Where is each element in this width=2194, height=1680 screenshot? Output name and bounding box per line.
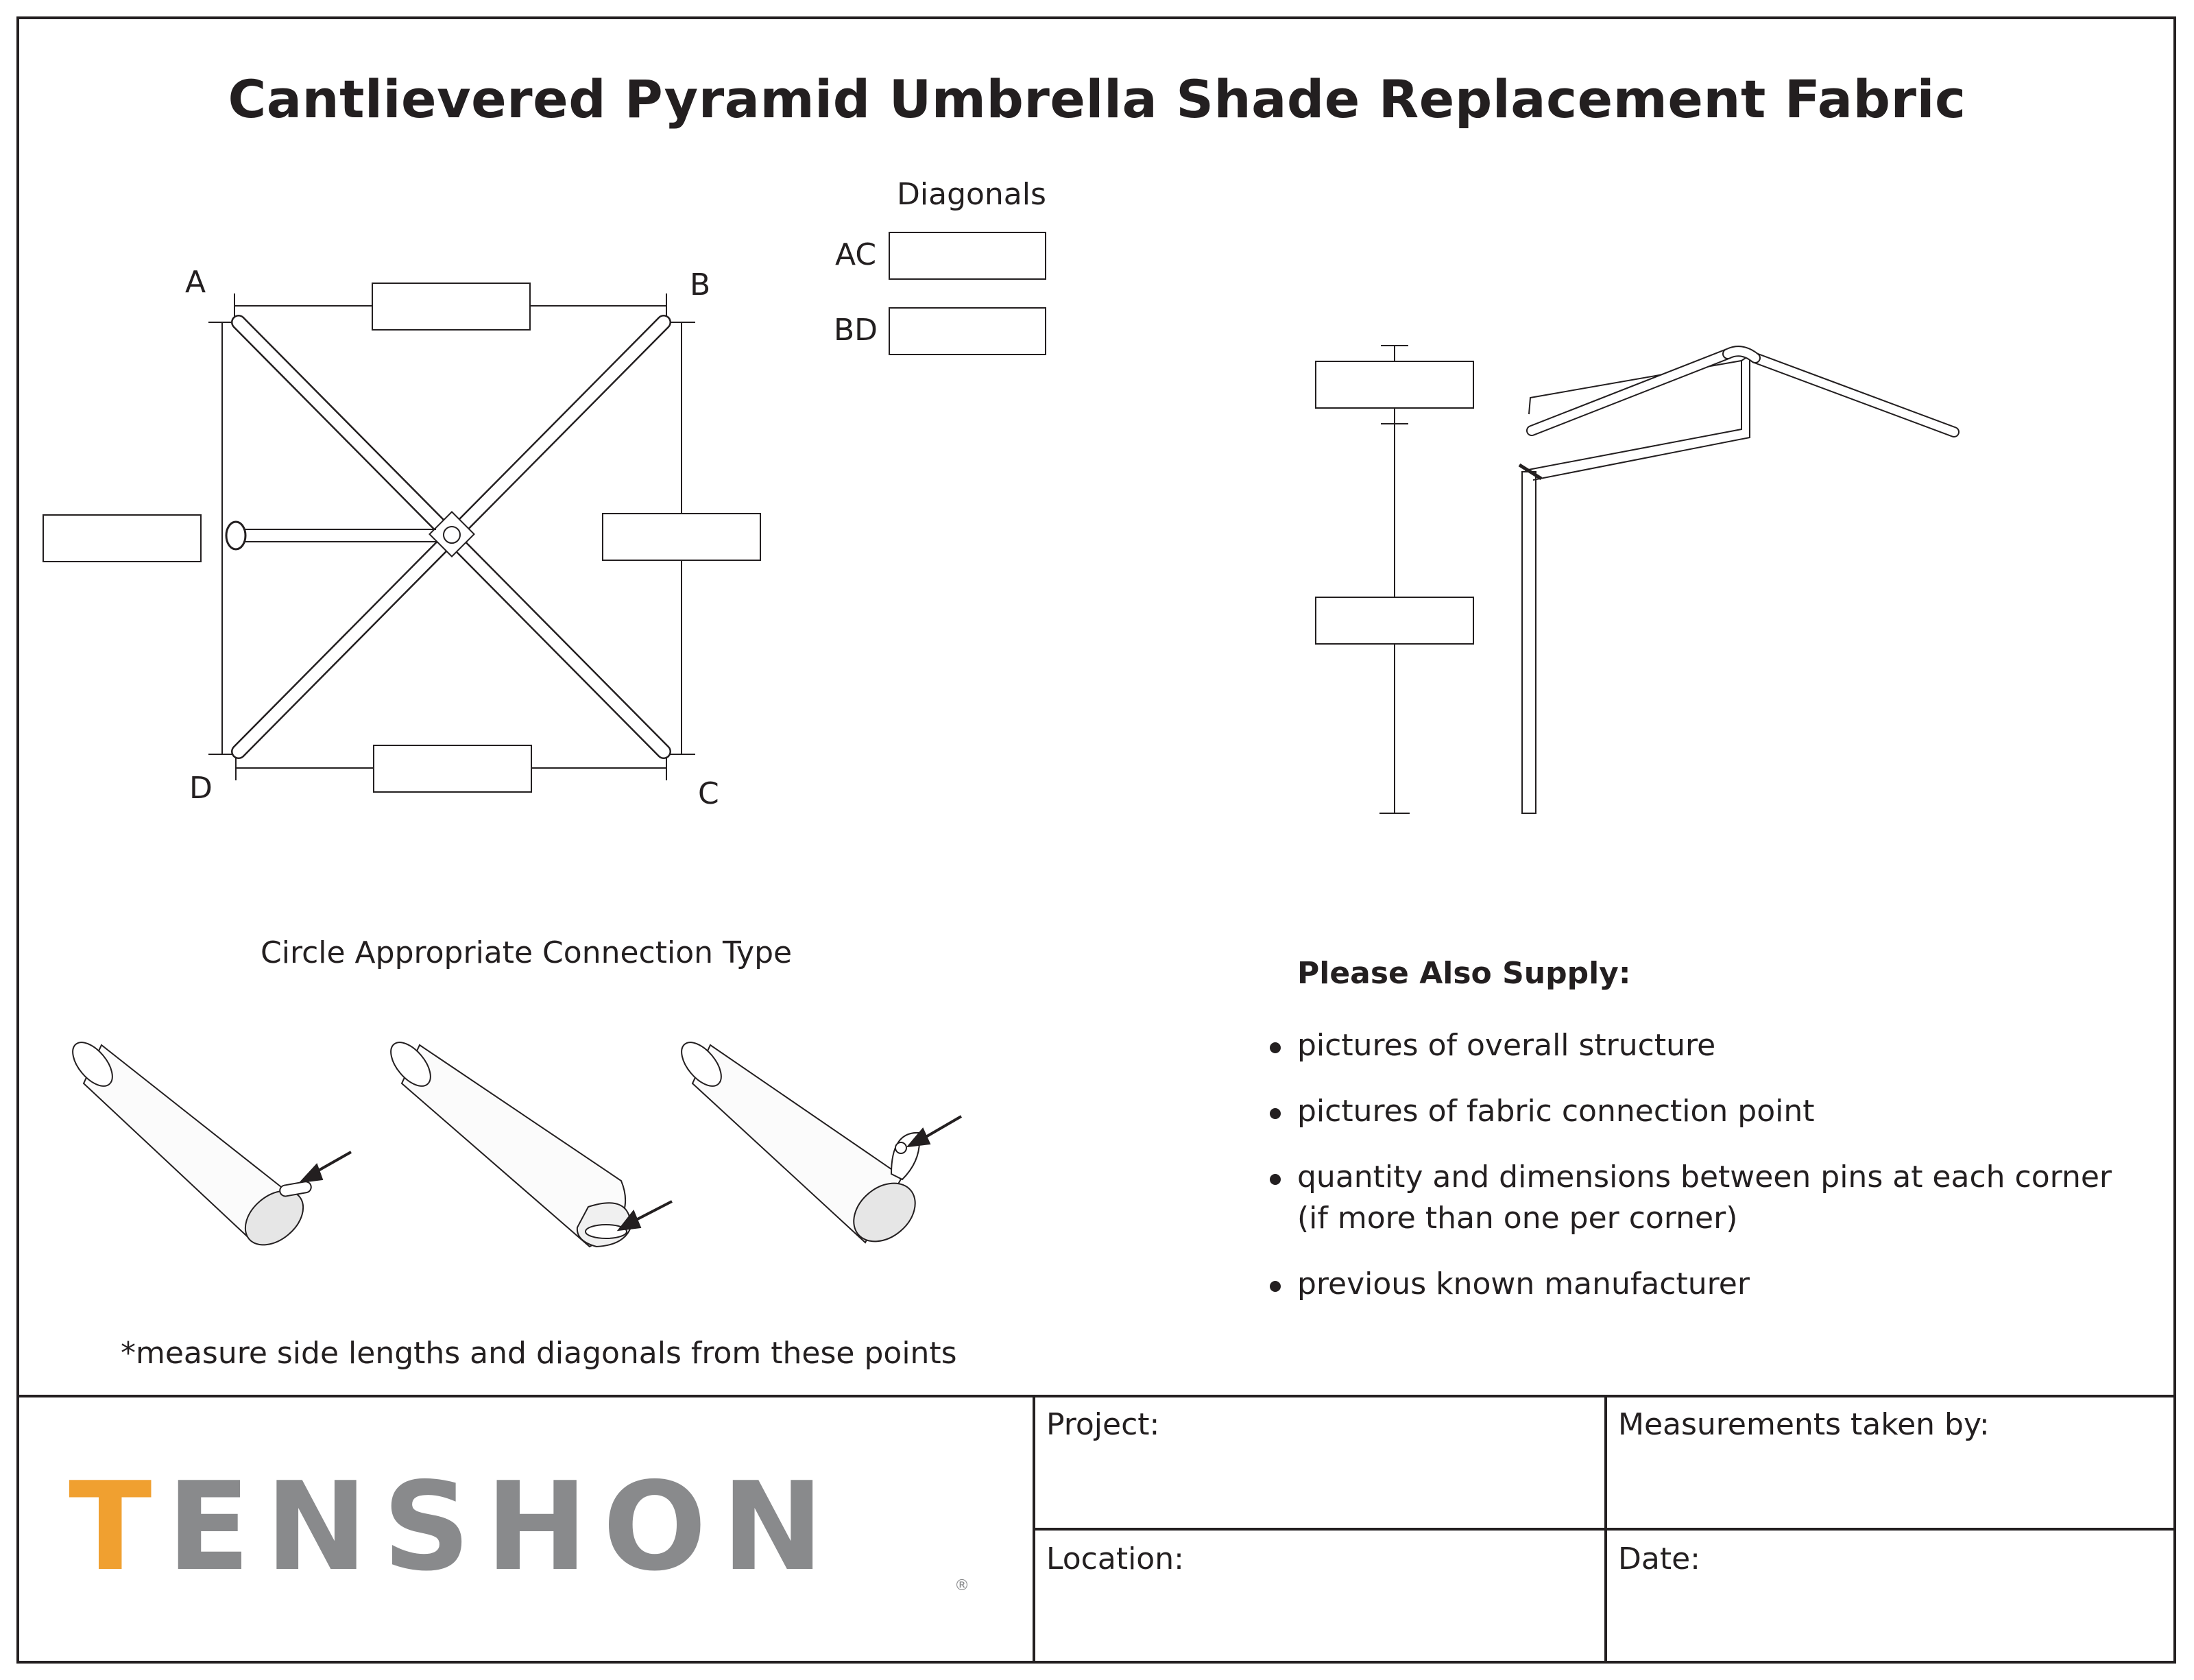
location-label: Location: (1046, 1541, 1184, 1576)
diagonal-ac-label: AC (835, 237, 877, 272)
supply-item: pictures of fabric connection point (1297, 1091, 2112, 1132)
supply-list (1297, 956, 2112, 1330)
supply-item: previous known manufacturer (1297, 1264, 2112, 1305)
connection-heading: Circle Appropriate Connection Type (261, 935, 793, 970)
elevation-drawing (1379, 346, 1954, 813)
diagonal-bd-label: BD (834, 313, 878, 348)
registered-mark: ® (954, 1577, 969, 1594)
supply-item: quantity and dimensions between pins at each corner (if more than one per corner) (1297, 1157, 2112, 1239)
measured-by-label: Measurements taken by: (1618, 1407, 1990, 1442)
corner-d-label: D (189, 771, 213, 806)
footer-row-divider (1033, 1528, 2176, 1531)
measure-note: *measure side lengths and diagonals from these points (121, 1336, 957, 1371)
project-label: Project: (1046, 1407, 1160, 1442)
corner-a-label: A (185, 265, 206, 300)
logo-rest: ENSHON (167, 1456, 839, 1598)
footer-divider (16, 1395, 2176, 1397)
date-label: Date: (1618, 1541, 1700, 1576)
corner-c-label: C (698, 776, 719, 811)
tenshon-logo (69, 1456, 839, 1598)
connection-pin-end (65, 1035, 351, 1256)
diagonals-heading: Diagonals (897, 177, 1046, 212)
page-title: Cantlievered Pyramid Umbrella Shade Replacement Fabric (228, 69, 1966, 130)
connection-ball-end (383, 1035, 672, 1247)
supply-item: pictures of overall structure (1297, 1025, 2112, 1066)
supply-heading: Please Also Supply: (1297, 956, 1631, 991)
logo-first-letter: T (69, 1456, 167, 1598)
connection-eyelet-tab (674, 1035, 961, 1253)
plan-view-drawing (208, 293, 695, 780)
corner-b-label: B (690, 267, 711, 302)
